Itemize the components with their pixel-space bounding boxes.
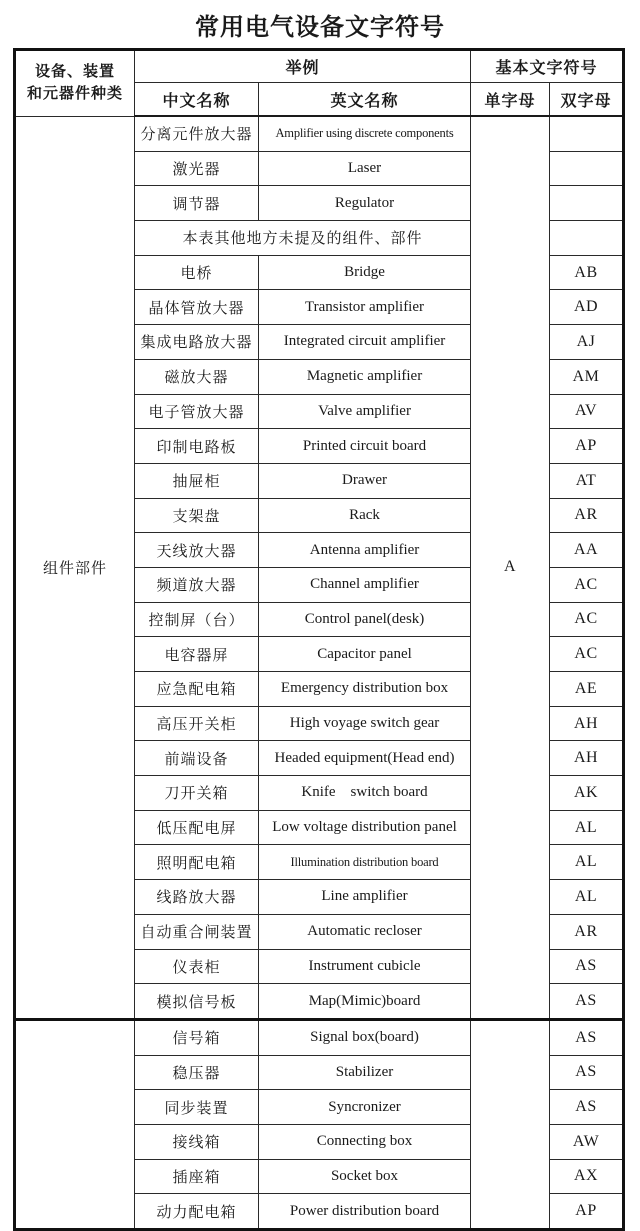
chinese-name-cell: 高压开关柜 — [135, 706, 259, 741]
english-name-cell: Transistor amplifier — [259, 290, 471, 325]
english-name-cell: Headed equipment(Head end) — [259, 741, 471, 776]
merged-note-cell: 本表其他地方未提及的组件、部件 — [135, 221, 471, 256]
double-letter-cell: AK — [550, 776, 624, 811]
double-letter-cell: AP — [550, 429, 624, 464]
chinese-name-cell: 应急配电箱 — [135, 672, 259, 707]
chinese-name-cell: 支架盘 — [135, 498, 259, 533]
chinese-name-cell: 插座箱 — [135, 1159, 259, 1194]
chinese-name-cell: 照明配电箱 — [135, 845, 259, 880]
english-name-cell: Automatic recloser — [259, 914, 471, 949]
chinese-name-cell: 模拟信号板 — [135, 984, 259, 1020]
english-name-cell: Antenna amplifier — [259, 533, 471, 568]
chinese-name-cell: 调节器 — [135, 186, 259, 221]
chinese-name-cell: 控制屏（台） — [135, 602, 259, 637]
single-letter-cell — [471, 1019, 550, 1229]
chinese-name-cell: 自动重合闸装置 — [135, 914, 259, 949]
chinese-name-cell: 晶体管放大器 — [135, 290, 259, 325]
double-letter-cell: AA — [550, 533, 624, 568]
double-letter-cell — [550, 116, 624, 151]
chinese-name-cell: 信号箱 — [135, 1019, 259, 1055]
header-example-group: 举例 — [135, 50, 471, 83]
page-title: 常用电气设备文字符号 — [195, 14, 445, 41]
double-letter-cell: AS — [550, 1019, 624, 1055]
double-letter-cell: AS — [550, 1055, 624, 1090]
chinese-name-cell: 磁放大器 — [135, 359, 259, 394]
header-double-letter: 双字母 — [550, 83, 624, 117]
double-letter-cell: AS — [550, 1090, 624, 1125]
english-name-cell: Illumination distribution board — [259, 845, 471, 880]
category-cell: 组件部件 — [15, 116, 135, 1019]
header-english-name: 英文名称 — [259, 83, 471, 117]
english-name-cell: Bridge — [259, 255, 471, 290]
header-group-row — [15, 50, 624, 83]
chinese-name-cell: 稳压器 — [135, 1055, 259, 1090]
table-row — [15, 1019, 624, 1055]
chinese-name-cell: 频道放大器 — [135, 567, 259, 602]
double-letter-cell: AD — [550, 290, 624, 325]
category-cell — [15, 1019, 135, 1229]
english-name-cell: Stabilizer — [259, 1055, 471, 1090]
double-letter-cell: AS — [550, 984, 624, 1020]
english-name-cell: Regulator — [259, 186, 471, 221]
chinese-name-cell: 抽屉柜 — [135, 463, 259, 498]
chinese-name-cell: 刀开关箱 — [135, 776, 259, 811]
english-name-cell: Integrated circuit amplifier — [259, 325, 471, 360]
table-body — [15, 116, 624, 1230]
double-letter-cell: AH — [550, 741, 624, 776]
english-name-cell: Capacitor panel — [259, 637, 471, 672]
double-letter-cell: AV — [550, 394, 624, 429]
header-symbol-group: 基本文字符号 — [471, 50, 624, 83]
chinese-name-cell: 分离元件放大器 — [135, 116, 259, 151]
double-letter-cell: AR — [550, 498, 624, 533]
english-name-cell: Power distribution board — [259, 1194, 471, 1230]
double-letter-cell: AT — [550, 463, 624, 498]
double-letter-cell: AX — [550, 1159, 624, 1194]
english-name-cell: Syncronizer — [259, 1090, 471, 1125]
english-name-cell: Knife switch board — [259, 776, 471, 811]
header-single-letter: 单字母 — [471, 83, 550, 117]
double-letter-cell: AE — [550, 672, 624, 707]
english-name-cell: Rack — [259, 498, 471, 533]
header-category-line2: 和元器件种类 — [26, 86, 123, 103]
double-letter-cell: AL — [550, 845, 624, 880]
english-name-cell: Control panel(desk) — [259, 602, 471, 637]
double-letter-cell: AH — [550, 706, 624, 741]
chinese-name-cell: 低压配电屏 — [135, 810, 259, 845]
chinese-name-cell: 线路放大器 — [135, 880, 259, 915]
english-name-cell: Drawer — [259, 463, 471, 498]
header-category-line1: 设备、装置 — [34, 63, 115, 80]
chinese-name-cell: 电容器屏 — [135, 637, 259, 672]
english-name-cell: Socket box — [259, 1159, 471, 1194]
english-name-cell: Printed circuit board — [259, 429, 471, 464]
double-letter-cell: AJ — [550, 325, 624, 360]
single-letter-cell: A — [471, 116, 550, 1019]
double-letter-cell — [550, 151, 624, 186]
double-letter-cell: AM — [550, 359, 624, 394]
chinese-name-cell: 电子管放大器 — [135, 394, 259, 429]
english-name-cell: Instrument cubicle — [259, 949, 471, 984]
chinese-name-cell: 集成电路放大器 — [135, 325, 259, 360]
english-name-cell: Channel amplifier — [259, 567, 471, 602]
double-letter-cell — [550, 186, 624, 221]
chinese-name-cell: 天线放大器 — [135, 533, 259, 568]
chinese-name-cell: 激光器 — [135, 151, 259, 186]
table-header — [15, 50, 624, 117]
english-name-cell: Low voltage distribution panel — [259, 810, 471, 845]
english-name-cell: Line amplifier — [259, 880, 471, 915]
english-name-cell: Connecting box — [259, 1124, 471, 1159]
double-letter-cell: AW — [550, 1124, 624, 1159]
chinese-name-cell: 同步装置 — [135, 1090, 259, 1125]
chinese-name-cell: 电桥 — [135, 255, 259, 290]
chinese-name-cell: 前端设备 — [135, 741, 259, 776]
double-letter-cell: AS — [550, 949, 624, 984]
english-name-cell: Map(Mimic)board — [259, 984, 471, 1020]
symbol-table — [13, 48, 625, 1231]
english-name-cell: Valve amplifier — [259, 394, 471, 429]
english-name-cell: High voyage switch gear — [259, 706, 471, 741]
double-letter-cell: AB — [550, 255, 624, 290]
double-letter-cell: AP — [550, 1194, 624, 1230]
double-letter-cell: AL — [550, 880, 624, 915]
header-chinese-name: 中文名称 — [135, 83, 259, 117]
chinese-name-cell: 接线箱 — [135, 1124, 259, 1159]
english-name-cell: Emergency distribution box — [259, 672, 471, 707]
english-name-cell: Signal box(board) — [259, 1019, 471, 1055]
double-letter-cell: AL — [550, 810, 624, 845]
double-letter-cell: AR — [550, 914, 624, 949]
chinese-name-cell: 印制电路板 — [135, 429, 259, 464]
double-letter-cell: AC — [550, 567, 624, 602]
double-letter-cell — [550, 221, 624, 256]
english-name-cell: Amplifier using discrete components — [259, 116, 471, 151]
english-name-cell: Magnetic amplifier — [259, 359, 471, 394]
double-letter-cell: AC — [550, 637, 624, 672]
double-letter-cell: AC — [550, 602, 624, 637]
chinese-name-cell: 仪表柜 — [135, 949, 259, 984]
chinese-name-cell: 动力配电箱 — [135, 1194, 259, 1230]
english-name-cell: Laser — [259, 151, 471, 186]
header-category — [15, 50, 135, 117]
table-row — [15, 116, 624, 151]
